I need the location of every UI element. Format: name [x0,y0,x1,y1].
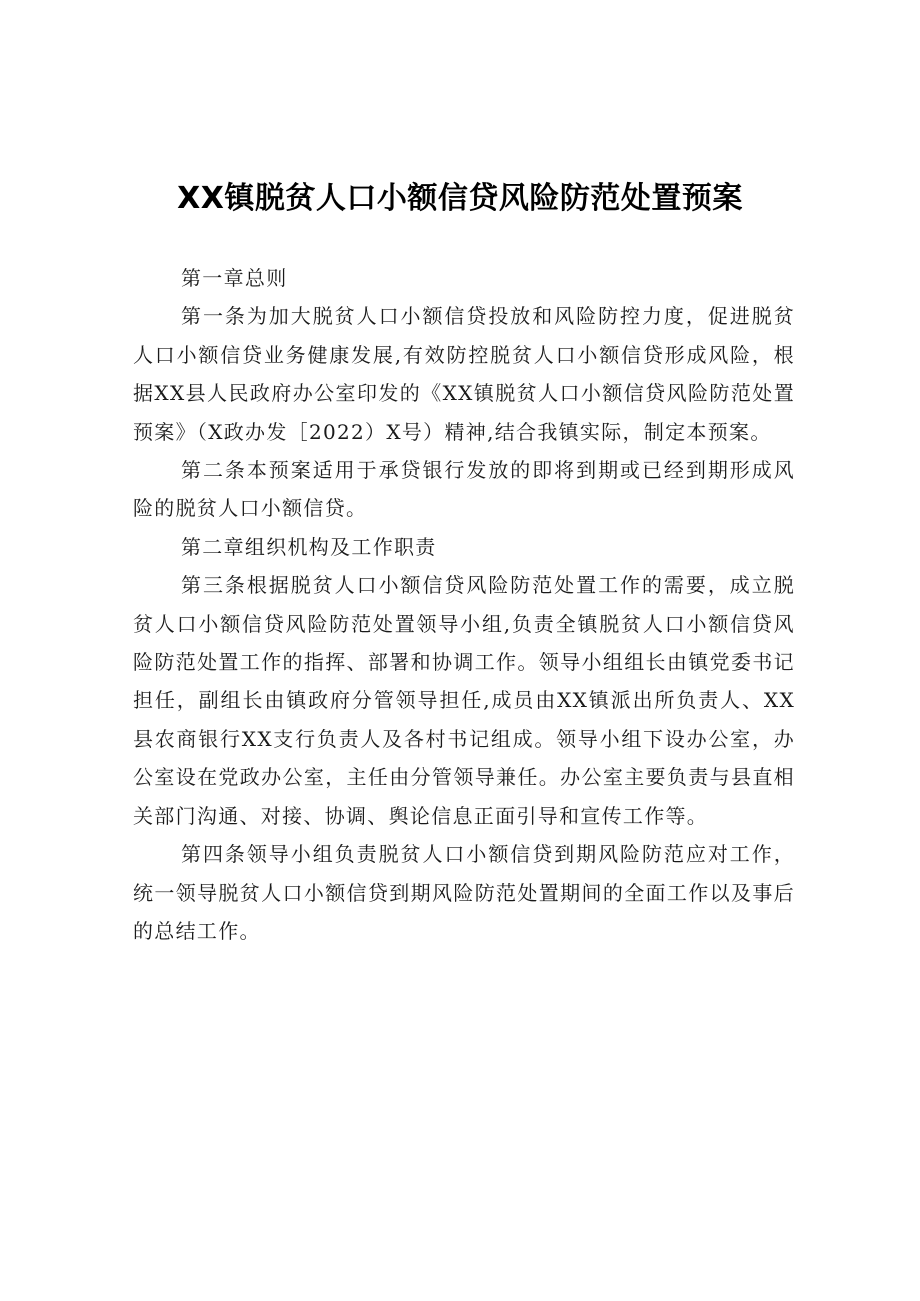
document-body [133,259,795,950]
article-3: 第三条根据脱贫人口小额信贷风险防范处置工作的需要，成立脱贫人口小额信贷风险防范处置领导小组,负责全镇脱贫人口小额信贷风险防范处置工作的指挥、部署和协调工作。领导小组组长由镇党委书记担任，副组长由镇政府分管领导担任,成员由XX镇派出所负责人、XX县农商银行XX支行负责人及各村书记组成。领导小组下设办公室，办公室设在党政办公室，主任由分管领导兼任。办公室主要负责与县直相关部门沟通、对接、协调、舆论信息正面引导和宣传工作等。 [133,573,795,828]
document-title: XX镇脱贫人口小额信贷风险防范处置预案 [177,181,743,216]
chapter-heading-1: 第一章总则 [181,266,288,290]
article-4: 第四条领导小组负责脱贫人口小额信贷到期风险防范应对工作，统一领导脱贫人口小额信贷到期风险防范处置期间的全面工作以及事后的总结工作。 [133,842,795,943]
article-1: 第一条为加大脱贫人口小额信贷投放和风险防控力度，促进脱贫人口小额信贷业务健康发展,有效防控脱贫人口小额信贷形成风险，根据XX县人民政府办公室印发的《XX镇脱贫人口小额信贷风险防范处置预案》（X政办发［2022）X号）精神,结合我镇实际，制定本预案。 [133,304,795,444]
article-2: 第二条本预案适用于承贷银行发放的即将到期或已经到期形成风险的脱贫人口小额信贷。 [133,458,795,521]
chapter-heading-2: 第二章组织机构及工作职责 [181,534,437,559]
